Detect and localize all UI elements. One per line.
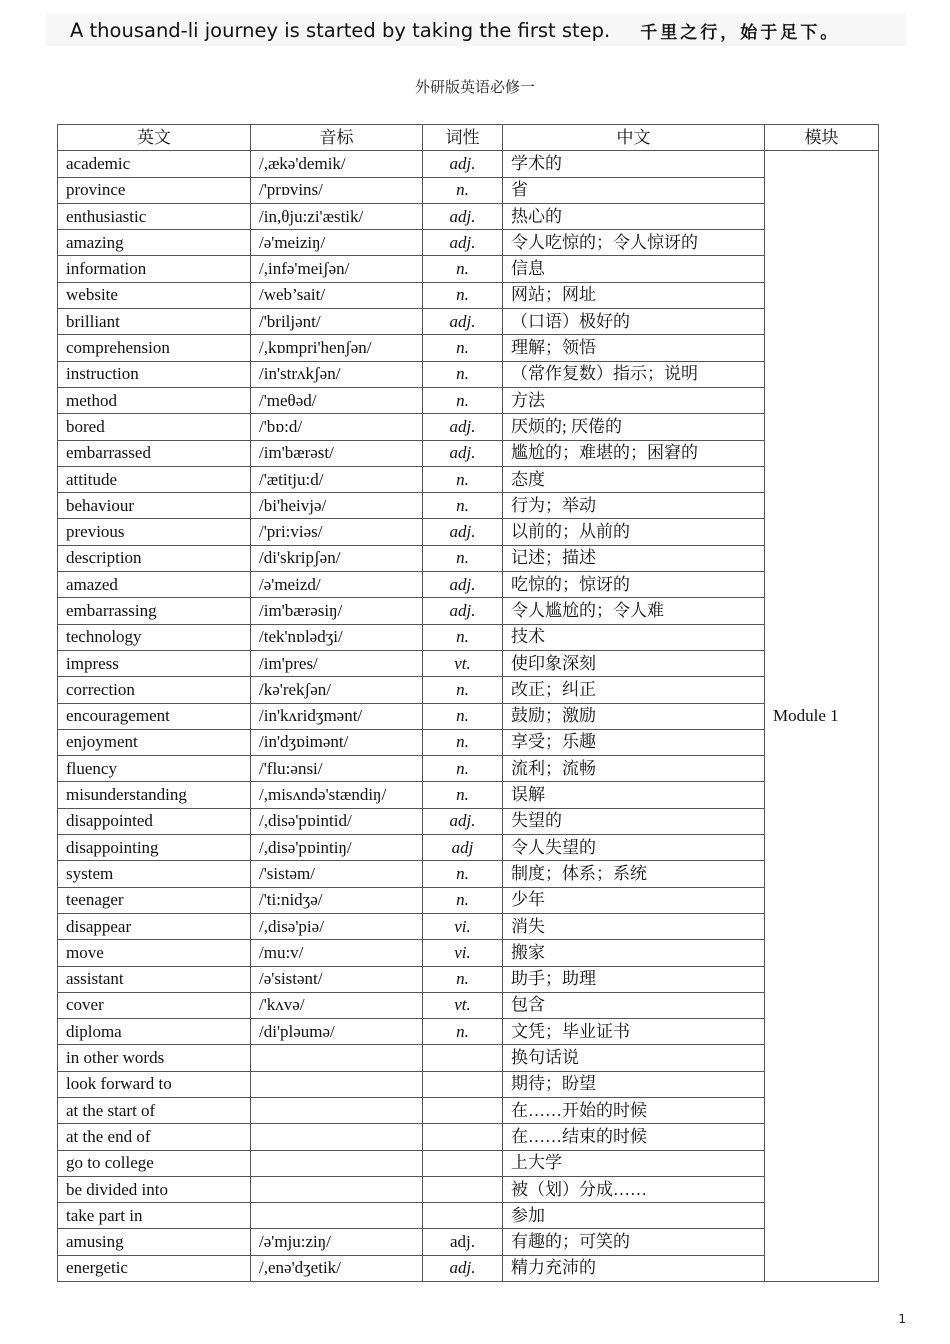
column-header-phonetic: 音标 <box>251 125 423 151</box>
word-cell: academic <box>58 151 251 177</box>
part-of-speech-cell: n. <box>423 335 503 361</box>
word-cell: website <box>58 282 251 308</box>
table-row <box>58 1150 879 1176</box>
word-cell: amazed <box>58 572 251 598</box>
phonetic-cell: /'pri:viəs/ <box>251 519 423 545</box>
phonetic-cell: /'prɒvins/ <box>251 177 423 203</box>
phonetic-cell: /ə'sistənt/ <box>251 966 423 992</box>
word-cell: province <box>58 177 251 203</box>
word-cell: diploma <box>58 1019 251 1045</box>
chinese-meaning-cell: 使印象深刻 <box>503 650 765 676</box>
part-of-speech-cell: vi. <box>423 913 503 939</box>
word-cell: bored <box>58 414 251 440</box>
table-row <box>58 992 879 1018</box>
page-number: 1 <box>898 1312 906 1326</box>
table-row <box>58 440 879 466</box>
word-cell: attitude <box>58 466 251 492</box>
word-cell: comprehension <box>58 335 251 361</box>
word-cell: at the start of <box>58 1097 251 1123</box>
part-of-speech-cell <box>423 1071 503 1097</box>
word-cell: look forward to <box>58 1071 251 1097</box>
table-row <box>58 1255 879 1281</box>
word-cell: amazing <box>58 230 251 256</box>
part-of-speech-cell: n. <box>423 361 503 387</box>
word-cell: disappointed <box>58 808 251 834</box>
part-of-speech-cell: n. <box>423 493 503 519</box>
word-cell: teenager <box>58 887 251 913</box>
table-row <box>58 1176 879 1202</box>
part-of-speech-cell: vt. <box>423 992 503 1018</box>
table-row <box>58 387 879 413</box>
phonetic-cell <box>251 1097 423 1123</box>
phonetic-cell: /'ti:nidʒə/ <box>251 887 423 913</box>
word-cell: enthusiastic <box>58 203 251 229</box>
phonetic-cell: /,disə'pɒintiŋ/ <box>251 835 423 861</box>
table-row <box>58 1203 879 1229</box>
phonetic-cell: /web’sait/ <box>251 282 423 308</box>
chinese-meaning-cell: 技术 <box>503 624 765 650</box>
phonetic-cell: /'sistəm/ <box>251 861 423 887</box>
phonetic-cell: /ə'meizd/ <box>251 572 423 598</box>
chinese-meaning-cell: 制度；体系；系统 <box>503 861 765 887</box>
phonetic-cell: /'kʌvə/ <box>251 992 423 1018</box>
part-of-speech-cell <box>423 1176 503 1202</box>
phonetic-cell: /di'skripʃən/ <box>251 545 423 571</box>
chinese-meaning-cell: 有趣的；可笑的 <box>503 1229 765 1255</box>
word-cell: assistant <box>58 966 251 992</box>
phonetic-cell <box>251 1203 423 1229</box>
part-of-speech-cell: adj. <box>423 1255 503 1281</box>
chinese-meaning-cell: 理解；领悟 <box>503 335 765 361</box>
part-of-speech-cell: n. <box>423 729 503 755</box>
word-cell: embarrassing <box>58 598 251 624</box>
table-row <box>58 1071 879 1097</box>
word-cell: embarrassed <box>58 440 251 466</box>
chinese-meaning-cell: 以前的；从前的 <box>503 519 765 545</box>
chinese-meaning-cell: 助手；助理 <box>503 966 765 992</box>
table-row <box>58 230 879 256</box>
chinese-meaning-cell: 令人失望的 <box>503 835 765 861</box>
part-of-speech-cell: n. <box>423 887 503 913</box>
chinese-meaning-cell: 误解 <box>503 782 765 808</box>
word-cell: energetic <box>58 1255 251 1281</box>
table-row <box>58 572 879 598</box>
table-row <box>58 1229 879 1255</box>
table-row <box>58 598 879 624</box>
table-row <box>58 1045 879 1071</box>
phonetic-cell: /im'pres/ <box>251 650 423 676</box>
part-of-speech-cell: adj. <box>423 808 503 834</box>
chinese-meaning-cell: 失望的 <box>503 808 765 834</box>
chinese-meaning-cell: 被（划）分成…… <box>503 1176 765 1202</box>
word-cell: system <box>58 861 251 887</box>
word-cell: in other words <box>58 1045 251 1071</box>
chinese-meaning-cell: 方法 <box>503 387 765 413</box>
chinese-meaning-cell: 吃惊的；惊讶的 <box>503 572 765 598</box>
chinese-meaning-cell: 流利；流畅 <box>503 756 765 782</box>
table-row <box>58 729 879 755</box>
chinese-meaning-cell: 享受；乐趣 <box>503 729 765 755</box>
part-of-speech-cell: adj <box>423 835 503 861</box>
chinese-meaning-cell: （常作复数）指示；说明 <box>503 361 765 387</box>
word-cell: fluency <box>58 756 251 782</box>
word-cell: amusing <box>58 1229 251 1255</box>
chinese-meaning-cell: 省 <box>503 177 765 203</box>
phonetic-cell: /ə'meiziŋ/ <box>251 230 423 256</box>
chinese-meaning-cell: （口语）极好的 <box>503 309 765 335</box>
chinese-meaning-cell: 学术的 <box>503 151 765 177</box>
phonetic-cell: /'flu:ənsi/ <box>251 756 423 782</box>
part-of-speech-cell: n. <box>423 256 503 282</box>
word-cell: misunderstanding <box>58 782 251 808</box>
column-header-part-of-speech: 词性 <box>423 125 503 151</box>
part-of-speech-cell: n. <box>423 177 503 203</box>
word-cell: enjoyment <box>58 729 251 755</box>
phonetic-cell: /ə'mju:ziŋ/ <box>251 1229 423 1255</box>
phonetic-cell: /in'strʌkʃən/ <box>251 361 423 387</box>
chinese-meaning-cell: 换句话说 <box>503 1045 765 1071</box>
part-of-speech-cell: vi. <box>423 940 503 966</box>
phonetic-cell: /tek'nɒlədʒi/ <box>251 624 423 650</box>
module-cell: Module 1 <box>765 151 879 1282</box>
part-of-speech-cell: n. <box>423 1019 503 1045</box>
table-row <box>58 756 879 782</box>
table-row <box>58 861 879 887</box>
chinese-meaning-cell: 尴尬的；难堪的；困窘的 <box>503 440 765 466</box>
word-cell: at the end of <box>58 1124 251 1150</box>
phonetic-cell: /in'dʒɒimənt/ <box>251 729 423 755</box>
column-header-english: 英文 <box>58 125 251 151</box>
part-of-speech-cell: adj. <box>423 203 503 229</box>
table-row <box>58 282 879 308</box>
phonetic-cell: /mu:v/ <box>251 940 423 966</box>
word-cell: move <box>58 940 251 966</box>
table-row <box>58 466 879 492</box>
table-row <box>58 256 879 282</box>
phonetic-cell: /,infə'meiʃən/ <box>251 256 423 282</box>
table-row <box>58 545 879 571</box>
table-row <box>58 203 879 229</box>
phonetic-cell: /im'bærəst/ <box>251 440 423 466</box>
part-of-speech-cell: adj. <box>423 598 503 624</box>
phonetic-cell: /im'bærəsiŋ/ <box>251 598 423 624</box>
proverb-chinese: 千里之行，始于足下。 <box>640 22 841 43</box>
word-cell: description <box>58 545 251 571</box>
part-of-speech-cell: adj. <box>423 230 503 256</box>
part-of-speech-cell: adj. <box>423 1229 503 1255</box>
chinese-meaning-cell: 消失 <box>503 913 765 939</box>
part-of-speech-cell: n. <box>423 677 503 703</box>
page-header <box>46 14 906 46</box>
phonetic-cell: /'meθəd/ <box>251 387 423 413</box>
phonetic-cell: /di'pləumə/ <box>251 1019 423 1045</box>
word-cell: disappointing <box>58 835 251 861</box>
part-of-speech-cell <box>423 1097 503 1123</box>
table-row <box>58 913 879 939</box>
table-row <box>58 703 879 729</box>
chinese-meaning-cell: 搬家 <box>503 940 765 966</box>
part-of-speech-cell: n. <box>423 703 503 729</box>
word-cell: be divided into <box>58 1176 251 1202</box>
phonetic-cell: /,disə'piə/ <box>251 913 423 939</box>
part-of-speech-cell: n. <box>423 624 503 650</box>
chinese-meaning-cell: 期待；盼望 <box>503 1071 765 1097</box>
chinese-meaning-cell: 参加 <box>503 1203 765 1229</box>
chinese-meaning-cell: 文凭；毕业证书 <box>503 1019 765 1045</box>
table-row <box>58 309 879 335</box>
proverb-english: A thousand-li journey is started by taking the first step. <box>70 18 611 42</box>
word-cell: go to college <box>58 1150 251 1176</box>
chinese-meaning-cell: 包含 <box>503 992 765 1018</box>
chinese-meaning-cell: 在……结束的时候 <box>503 1124 765 1150</box>
table-row <box>58 940 879 966</box>
phonetic-cell: /'ætitju:d/ <box>251 466 423 492</box>
phonetic-cell <box>251 1124 423 1150</box>
chinese-meaning-cell: 信息 <box>503 256 765 282</box>
word-cell: impress <box>58 650 251 676</box>
table-row <box>58 1019 879 1045</box>
chinese-meaning-cell: 少年 <box>503 887 765 913</box>
chinese-meaning-cell: 厌烦的; 厌倦的 <box>503 414 765 440</box>
chinese-meaning-cell: 态度 <box>503 466 765 492</box>
word-cell: disappear <box>58 913 251 939</box>
part-of-speech-cell: adj. <box>423 440 503 466</box>
part-of-speech-cell: adj. <box>423 572 503 598</box>
table-row <box>58 151 879 177</box>
phonetic-cell: /'bɒ:d/ <box>251 414 423 440</box>
table-header-row <box>58 125 879 151</box>
chinese-meaning-cell: 改正；纠正 <box>503 677 765 703</box>
chinese-meaning-cell: 令人尴尬的；令人难 <box>503 598 765 624</box>
table-row <box>58 519 879 545</box>
table-row <box>58 624 879 650</box>
table-row <box>58 1124 879 1150</box>
phonetic-cell <box>251 1045 423 1071</box>
word-cell: behaviour <box>58 493 251 519</box>
word-cell: technology <box>58 624 251 650</box>
chinese-meaning-cell: 网站；网址 <box>503 282 765 308</box>
part-of-speech-cell: n. <box>423 782 503 808</box>
part-of-speech-cell: adj. <box>423 309 503 335</box>
table-row <box>58 835 879 861</box>
column-header-module: 模块 <box>765 125 879 151</box>
phonetic-cell: /in'kʌridʒmənt/ <box>251 703 423 729</box>
table-row <box>58 335 879 361</box>
word-cell: brilliant <box>58 309 251 335</box>
table-row <box>58 808 879 834</box>
word-cell: method <box>58 387 251 413</box>
table-row <box>58 1097 879 1123</box>
word-cell: previous <box>58 519 251 545</box>
phonetic-cell: /'briljənt/ <box>251 309 423 335</box>
part-of-speech-cell: vt. <box>423 650 503 676</box>
part-of-speech-cell: adj. <box>423 414 503 440</box>
part-of-speech-cell <box>423 1045 503 1071</box>
part-of-speech-cell: adj. <box>423 519 503 545</box>
part-of-speech-cell: n. <box>423 387 503 413</box>
part-of-speech-cell: n. <box>423 861 503 887</box>
phonetic-cell: /kə'rekʃən/ <box>251 677 423 703</box>
vocabulary-table <box>57 124 879 1282</box>
table-row <box>58 650 879 676</box>
table-row <box>58 677 879 703</box>
word-cell: encouragement <box>58 703 251 729</box>
word-cell: instruction <box>58 361 251 387</box>
chinese-meaning-cell: 鼓励；激励 <box>503 703 765 729</box>
part-of-speech-cell: n. <box>423 756 503 782</box>
phonetic-cell: /,misʌndə'stændiŋ/ <box>251 782 423 808</box>
phonetic-cell <box>251 1150 423 1176</box>
phonetic-cell <box>251 1176 423 1202</box>
table-row <box>58 493 879 519</box>
part-of-speech-cell <box>423 1124 503 1150</box>
chinese-meaning-cell: 行为；举动 <box>503 493 765 519</box>
part-of-speech-cell: adj. <box>423 151 503 177</box>
table-row <box>58 361 879 387</box>
word-cell: take part in <box>58 1203 251 1229</box>
chinese-meaning-cell: 令人吃惊的；令人惊讶的 <box>503 230 765 256</box>
part-of-speech-cell: n. <box>423 282 503 308</box>
table-row <box>58 414 879 440</box>
document-title: 外研版英语必修一 <box>414 80 535 96</box>
chinese-meaning-cell: 精力充沛的 <box>503 1255 765 1281</box>
phonetic-cell: /in,θju:zi'æstik/ <box>251 203 423 229</box>
chinese-meaning-cell: 记述；描述 <box>503 545 765 571</box>
word-cell: correction <box>58 677 251 703</box>
phonetic-cell: /bi'heivjə/ <box>251 493 423 519</box>
chinese-meaning-cell: 上大学 <box>503 1150 765 1176</box>
phonetic-cell: /,enə'dʒetik/ <box>251 1255 423 1281</box>
phonetic-cell: /,disə'pɒintid/ <box>251 808 423 834</box>
part-of-speech-cell <box>423 1203 503 1229</box>
table-row <box>58 782 879 808</box>
word-cell: information <box>58 256 251 282</box>
phonetic-cell <box>251 1071 423 1097</box>
part-of-speech-cell: n. <box>423 545 503 571</box>
word-cell: cover <box>58 992 251 1018</box>
phonetic-cell: /,kɒmpri'henʃən/ <box>251 335 423 361</box>
table-row <box>58 887 879 913</box>
column-header-chinese: 中文 <box>503 125 765 151</box>
part-of-speech-cell: n. <box>423 466 503 492</box>
table-body <box>58 151 879 1282</box>
chinese-meaning-cell: 热心的 <box>503 203 765 229</box>
table-row <box>58 177 879 203</box>
part-of-speech-cell: n. <box>423 966 503 992</box>
chinese-meaning-cell: 在……开始的时候 <box>503 1097 765 1123</box>
table-row <box>58 966 879 992</box>
phonetic-cell: /,ækə'demik/ <box>251 151 423 177</box>
part-of-speech-cell <box>423 1150 503 1176</box>
